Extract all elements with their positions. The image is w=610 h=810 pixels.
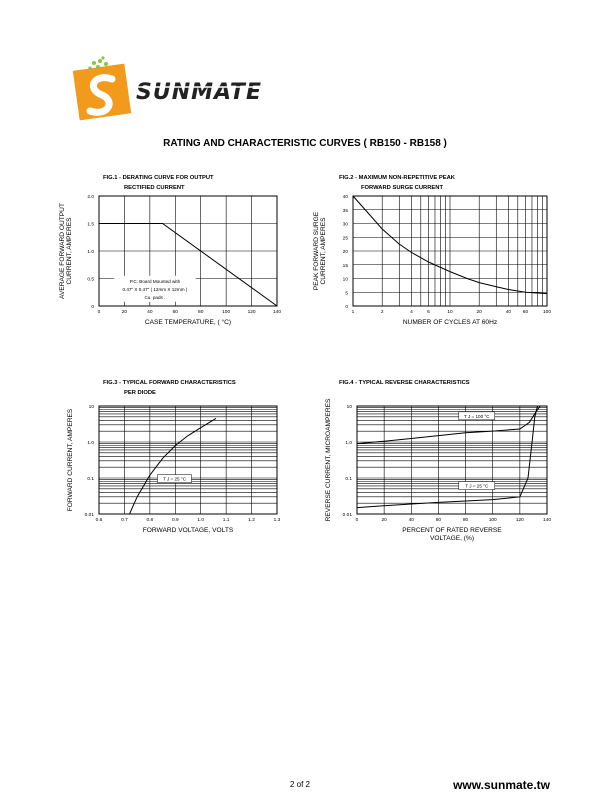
series-line — [130, 418, 216, 514]
y-tick-label: 10 — [346, 405, 352, 410]
x-tick-label: 20 — [476, 310, 482, 315]
x-tick-label: 80 — [462, 518, 469, 523]
x-tick-label: 0.7 — [121, 518, 128, 523]
x-tick-label: 0 — [355, 518, 359, 523]
y-axis-label: CURRENT, AMPERES — [66, 217, 73, 285]
x-axis-label: NUMBER OF CYCLES AT 60Hz — [402, 319, 498, 326]
x-axis-label: PERCENT OF RATED REVERSE — [402, 527, 502, 534]
x-tick-label: 1.1 — [222, 518, 230, 523]
annotation-text: 0.47" X 0.47" ( 12mm X 12mm ) — [122, 286, 188, 292]
x-tick-label: 120 — [515, 518, 524, 523]
y-tick-label: 1.0 — [87, 441, 94, 446]
x-tick-label: 0.8 — [146, 518, 154, 523]
y-tick-label: 0 — [91, 305, 94, 310]
y-axis-label: AVERAGE FORWARD OUTPUT — [59, 203, 66, 299]
x-tick-label: 40 — [505, 310, 512, 315]
annotation-text: Cu. pads . — [144, 294, 166, 300]
x-tick-label: 6 — [427, 310, 430, 315]
brand-wordmark: SUNMATE — [136, 80, 262, 105]
y-tick-label: 20 — [342, 250, 348, 255]
chart-subtitle: FORWARD SURGE CURRENT — [361, 185, 444, 191]
series-label: T J = 25 °C — [162, 476, 187, 482]
website-link[interactable]: www.sunmate.tw — [453, 778, 550, 792]
page-number: 2 of 2 — [289, 780, 310, 789]
x-tick-label: 1.2 — [248, 518, 255, 523]
x-tick-label: 100 — [542, 310, 552, 315]
x-tick-label: 80 — [198, 310, 204, 315]
x-axis-label: CASE TEMPERATURE, ( °C) — [144, 319, 232, 326]
chart-title: FIG.2 - MAXIMUM NON-REPETITIVE PEAK — [339, 175, 455, 181]
x-tick-label: 140 — [542, 518, 552, 523]
x-tick-label: 0 — [97, 310, 101, 315]
x-tick-label: 0.9 — [171, 518, 179, 523]
y-tick-label: 0.5 — [87, 277, 94, 283]
x-tick-label: 100 — [222, 310, 231, 315]
x-tick-label: 60 — [435, 518, 442, 523]
y-tick-label: 1.5 — [87, 222, 94, 228]
y-axis-label: FORWARD CURRENT, AMPERES — [67, 408, 74, 512]
grid — [357, 406, 547, 514]
y-tick-label: 2.0 — [87, 195, 94, 200]
x-tick-label: 60 — [522, 310, 529, 315]
y-tick-label: 35 — [342, 208, 348, 214]
plot-frame — [99, 406, 277, 514]
page-title: RATING AND CHARACTERISTIC CURVES ( RB150 - RB158 ) — [163, 138, 447, 149]
y-tick-label: 1.0 — [345, 441, 352, 446]
x-tick-label: 1 — [351, 310, 355, 315]
fig4-reverse-chart — [305, 375, 567, 575]
x-tick-label: 4 — [410, 310, 413, 315]
y-tick-label: 0.1 — [87, 477, 94, 482]
y-axis-label: CURRENT, AMPERES — [320, 217, 327, 285]
y-tick-label: 0.1 — [345, 477, 352, 482]
y-tick-label: 0.01 — [84, 513, 94, 518]
x-tick-label: 2 — [380, 310, 384, 315]
y-tick-label: 5 — [345, 291, 348, 297]
x-tick-label: 20 — [381, 518, 387, 523]
x-tick-label: 60 — [172, 310, 178, 315]
x-axis-label: VOLTAGE, (%) — [429, 535, 475, 542]
y-tick-label: 25 — [342, 236, 348, 242]
grid — [353, 196, 547, 306]
chart-title: FIG.3 - TYPICAL FORWARD CHARACTERISTICS — [103, 380, 236, 386]
y-tick-label: 30 — [342, 222, 348, 228]
y-tick-label: 0.01 — [342, 513, 352, 518]
fig3-forward-chart — [58, 375, 320, 575]
plot-frame — [357, 406, 547, 514]
y-tick-label: 10 — [342, 277, 348, 283]
x-tick-label: 40 — [147, 310, 153, 315]
y-axis-label: PEAK FORWARD SURGE — [313, 211, 320, 291]
x-tick-label: 40 — [408, 518, 414, 523]
y-axis-label: REVERSE CURRENT, MICROAMPERES — [325, 398, 332, 522]
fig1-derating-chart — [58, 170, 320, 370]
annotation-text: P.C. Board Mounted with — [129, 278, 181, 284]
x-axis-label: FORWARD VOLTAGE, VOLTS — [142, 527, 234, 534]
x-tick-label: 120 — [247, 310, 256, 315]
x-tick-label: 20 — [121, 310, 128, 315]
y-tick-label: 15 — [342, 263, 348, 269]
chart-subtitle: PER DIODE — [124, 390, 156, 396]
grid — [99, 406, 277, 514]
fig2-surge-chart — [305, 170, 567, 370]
chart-title: FIG.4 - TYPICAL REVERSE CHARACTERISTICS — [339, 380, 470, 386]
series-label: T J = 100 °C — [463, 413, 490, 419]
y-tick-label: 10 — [88, 405, 94, 410]
x-tick-label: 1.0 — [197, 518, 205, 523]
y-tick-label: 0 — [345, 305, 348, 310]
x-tick-label: 100 — [488, 518, 497, 523]
y-tick-label: 1.0 — [87, 250, 94, 255]
chart-title: FIG.1 - DERATING CURVE FOR OUTPUT — [103, 175, 214, 181]
series-label: T J = 25 °C — [465, 483, 489, 489]
x-tick-label: 140 — [272, 310, 282, 315]
x-tick-label: 0.6 — [95, 518, 103, 523]
y-tick-label: 40 — [342, 195, 348, 200]
x-tick-label: 10 — [447, 310, 453, 315]
x-tick-label: 1.3 — [273, 518, 281, 523]
brand-logo — [72, 55, 272, 125]
chart-subtitle: RECTIFIED CURRENT — [124, 185, 185, 191]
